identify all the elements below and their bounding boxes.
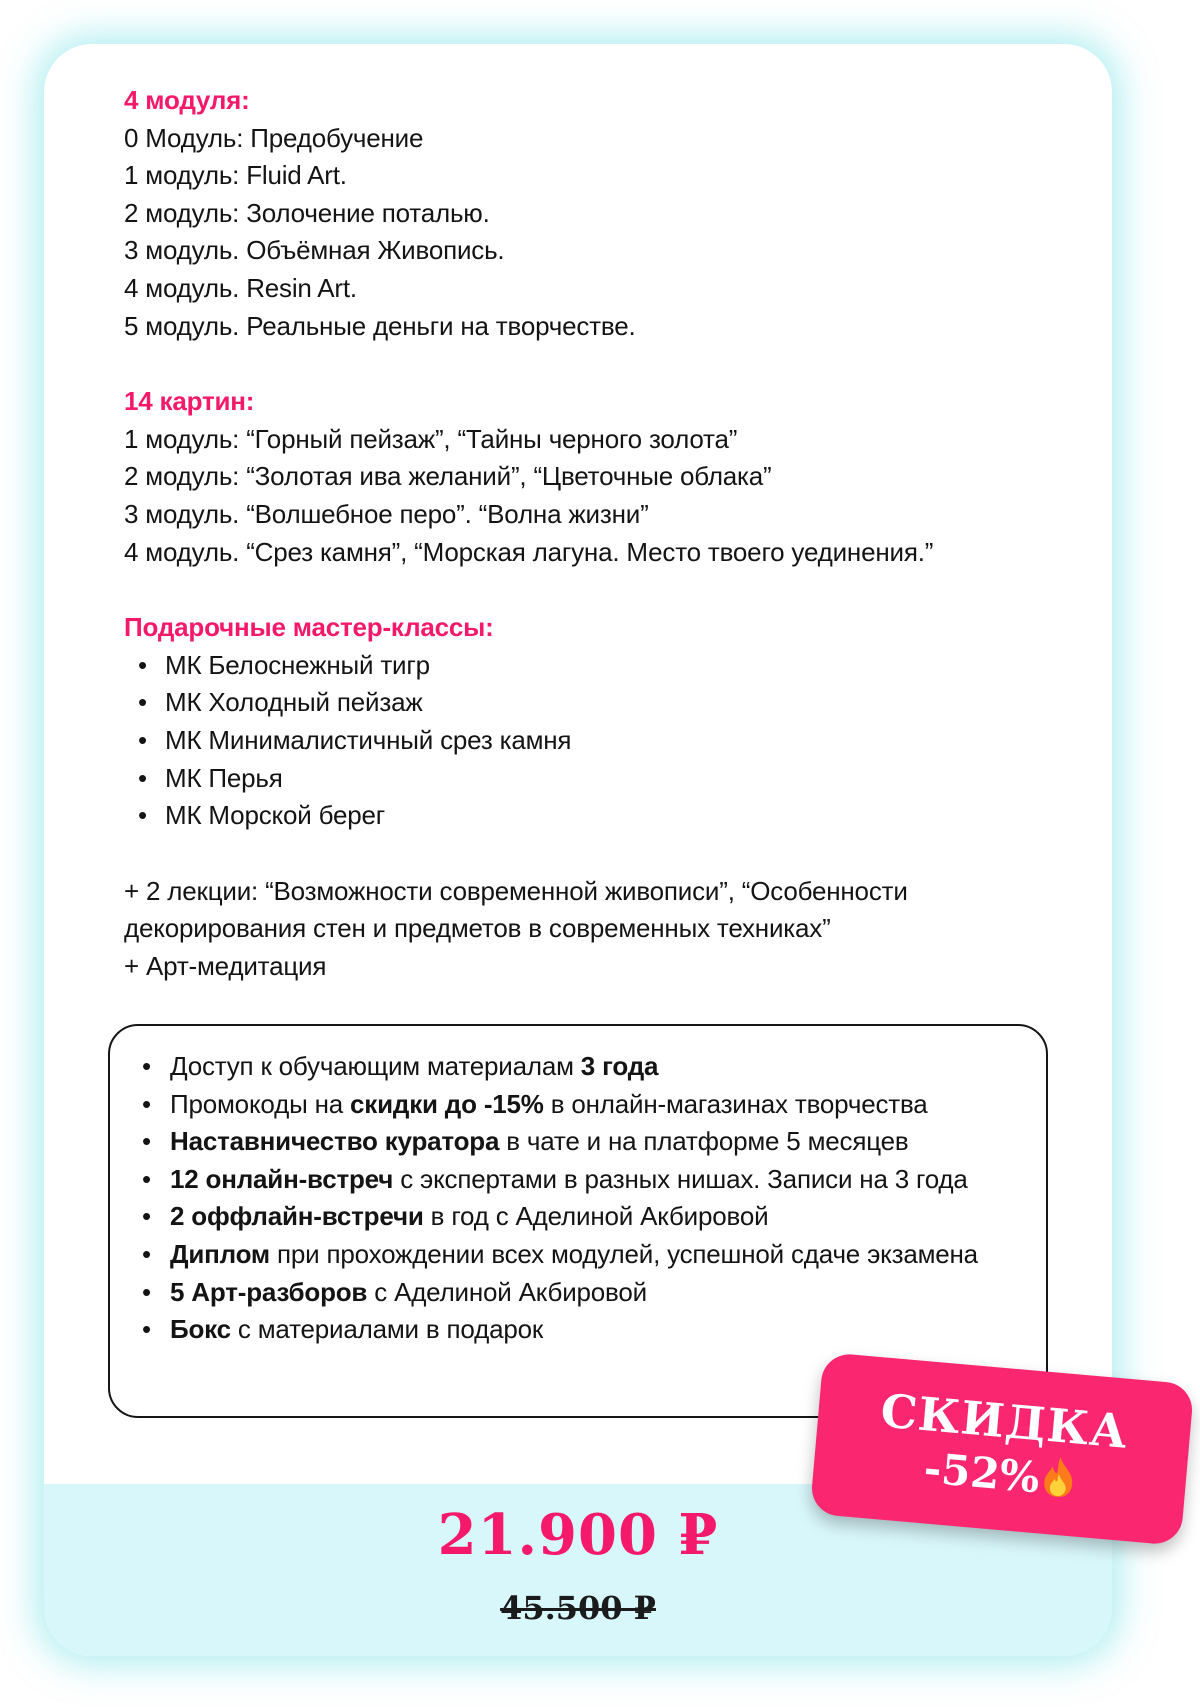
painting-item: 2 модуль: “Золотая ива желаний”, “Цветочные облака”	[124, 461, 772, 492]
paintings-list	[124, 421, 1072, 571]
feature-item: • 2 оффлайн-встречи в год с Аделиной Акбировой	[142, 1198, 1028, 1236]
gift-classes-list	[124, 647, 1072, 835]
modules-list	[124, 120, 1072, 346]
discount-label: СКИДКА	[878, 1383, 1131, 1459]
feature-item: • Наставничество куратора в чате и на платформе 5 месяцев	[142, 1123, 1028, 1161]
paintings-title: 14 картин:	[124, 386, 255, 417]
modules-title: 4 модуля:	[124, 85, 250, 115]
module-item: 1 модуль: Fluid Art.	[124, 160, 347, 191]
feature-item: • Промокоды на скидки до -15% в онлайн-магазинах творчества	[142, 1086, 1028, 1124]
feature-item: • Диплом при прохождении всех модулей, успешной сдаче экзамена	[142, 1236, 1028, 1274]
fire-icon	[1039, 1455, 1077, 1510]
painting-item: 4 модуль. “Срез камня”, “Морская лагуна. Место твоего уединения.”	[124, 536, 934, 567]
gift-class-item: • МК Перья	[138, 760, 1072, 798]
feature-item: • Бокс с материалами в подарок	[142, 1311, 1028, 1349]
module-item: 4 модуль. Resin Art.	[124, 272, 357, 303]
gift-class-item: • МК Белоснежный тигр	[138, 647, 1072, 685]
meditation-text: + Арт-медитация	[124, 950, 327, 981]
discount-badge	[810, 1352, 1195, 1546]
discount-percent: -52%	[922, 1443, 1042, 1503]
old-price: 45.500 ₽	[500, 1589, 656, 1627]
painting-item: 3 модуль. “Волшебное перо”. “Волна жизни”	[124, 498, 649, 529]
features-list	[142, 1048, 1028, 1349]
painting-item: 1 модуль: “Горный пейзаж”, “Тайны черного золота”	[124, 423, 738, 454]
lectures-text: + 2 лекции: “Возможности современной живописи”, “Особенности декорирования стен и предметов в современных техниках”	[124, 875, 908, 944]
gift-class-item: • МК Минималистичный срез камня	[138, 722, 1072, 760]
gift-classes-title: Подарочные мастер-классы:	[124, 612, 494, 643]
module-item: 5 модуль. Реальные деньги на творчестве.	[124, 310, 636, 341]
feature-item: • 12 онлайн-встреч с экспертами в разных нишах. Записи на 3 года	[142, 1161, 1028, 1199]
extras	[124, 873, 1072, 986]
gift-class-item: • МК Холодный пейзаж	[138, 684, 1072, 722]
module-item: 3 модуль. Объёмная Живопись.	[124, 235, 505, 266]
gift-class-item: • МК Морской берег	[138, 797, 1072, 835]
module-item: 0 Модуль: Предобучение	[124, 122, 424, 153]
feature-item: • 5 Арт-разборов с Аделиной Акбировой	[142, 1274, 1028, 1312]
feature-item: • Доступ к обучающим материалам 3 года	[142, 1048, 1028, 1086]
course-content	[124, 82, 1072, 985]
current-price: 21.900 ₽	[437, 1502, 719, 1568]
module-item: 2 модуль: Золочение поталью.	[124, 197, 490, 228]
